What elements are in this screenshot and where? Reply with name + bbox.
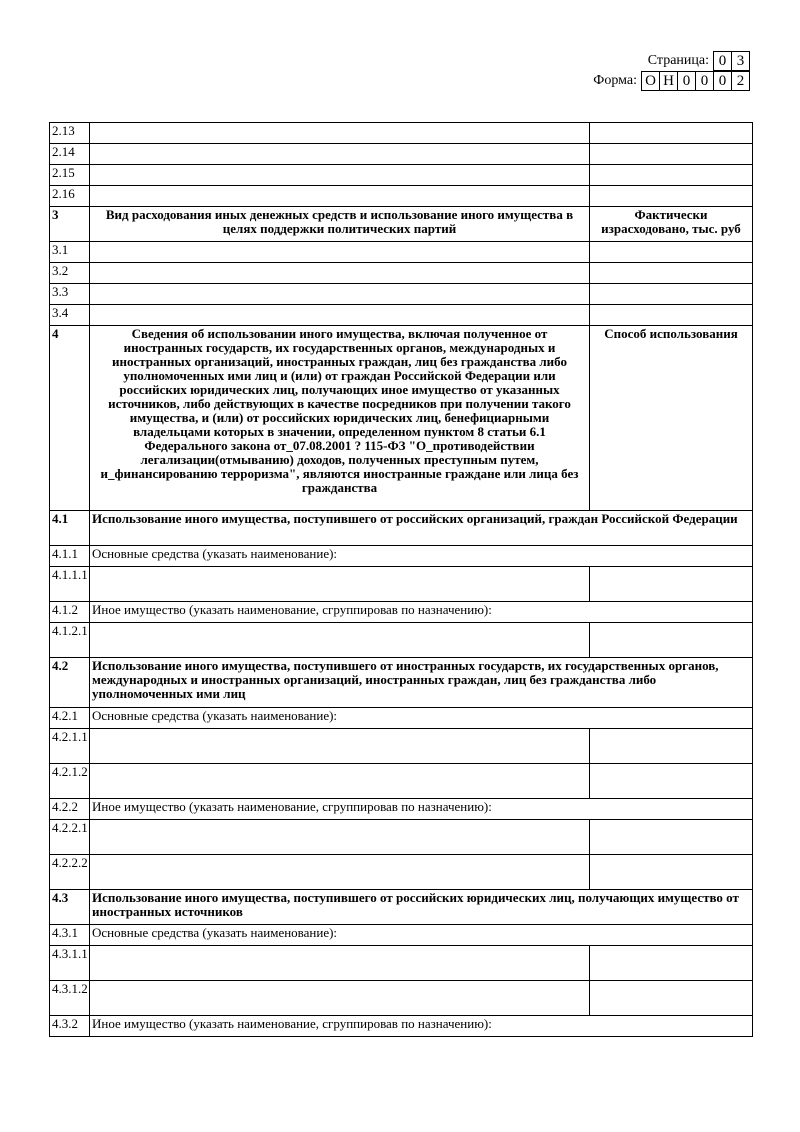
table-row [50,567,753,602]
row-value-cell[interactable] [590,820,753,855]
row-number: 4.2.1.1 [50,729,90,764]
row-number: 4.2.2.2 [50,855,90,890]
subsection-title: Использование иного имущества, поступившего от российских организаций, граждан Российской Федерации [90,511,753,546]
row-number: 2.15 [50,165,90,186]
section-title: Вид расходования иных денежных средств и использование иного имущества в целях поддержки политических партий [90,207,590,242]
row-value-cell[interactable] [590,165,753,186]
section-number: 4 [50,326,90,511]
row-number: 4.3.1 [50,925,90,946]
table-row [50,820,753,855]
row-number: 4.2.2.1 [50,820,90,855]
section-number: 3 [50,207,90,242]
row-value-cell[interactable] [590,946,753,981]
table-row [50,925,753,946]
row-caption: Иное имущество (указать наименование, сгруппировав по назначению): [90,602,753,623]
row-value-cell[interactable] [590,242,753,263]
row-description-cell[interactable] [90,305,590,326]
table-row [50,284,753,305]
table-row [50,799,753,820]
row-description-cell[interactable] [90,186,590,207]
page-digit: 3 [731,52,749,70]
form-char: 2 [731,72,749,90]
table-row [50,123,753,144]
row-value-cell[interactable] [590,981,753,1016]
row-description-cell[interactable] [90,981,590,1016]
subsection-title: Использование иного имущества, поступившего от российских юридических лиц, получающих имущество от иностранных источников [90,890,753,925]
table-row [50,729,753,764]
row-number: 4.3.1.2 [50,981,90,1016]
row-caption: Иное имущество (указать наименование, сгруппировав по назначению): [90,1016,753,1037]
form-code-boxes [641,71,750,91]
row-value-cell[interactable] [590,305,753,326]
row-number: 3.3 [50,284,90,305]
table-row [50,602,753,623]
page-number-header [648,51,750,71]
row-description-cell[interactable] [90,855,590,890]
row-description-cell[interactable] [90,242,590,263]
row-value-cell[interactable] [590,284,753,305]
row-number: 4.3.2 [50,1016,90,1037]
row-caption: Основные средства (указать наименование): [90,708,753,729]
section-header-row [50,326,753,511]
row-description-cell[interactable] [90,263,590,284]
table-row [50,946,753,981]
row-number: 4.1.2.1 [50,623,90,658]
row-value-cell[interactable] [590,263,753,284]
page-label: Страница: [647,53,709,68]
table-row [50,165,753,186]
subsection-title: Использование иного имущества, поступившего от иностранных государств, их государственных органов, международных и иностранных организаций, иностранных граждан, лиц без гражданства либо уполномоченных ими лиц [90,658,753,708]
row-value-cell[interactable] [590,186,753,207]
subsection-number: 4.2 [50,658,90,708]
section-column-header: Фактически израсходовано, тыс. руб [590,207,753,242]
row-number: 2.14 [50,144,90,165]
form-label: Форма: [593,73,637,88]
form-code-header [593,71,750,91]
row-caption: Основные средства (указать наименование): [90,546,753,567]
subsection-number: 4.3 [50,890,90,925]
row-description-cell[interactable] [90,284,590,305]
table-row [50,855,753,890]
form-char: 0 [695,72,713,90]
row-description-cell[interactable] [90,144,590,165]
row-description-cell[interactable] [90,946,590,981]
row-value-cell[interactable] [590,123,753,144]
row-number: 4.2.1.2 [50,764,90,799]
report-form-table [49,122,753,1037]
section-column-header: Способ использования [590,326,753,511]
table-row [50,764,753,799]
section-title: Сведения об использовании иного имущества, включая полученное от иностранных государств, их государственных органов, международных и иностранных организаций, иностранных граждан, лиц без гражданства либо уполномоченных ими лиц и (или) от граждан Российской Федерации или российских юридических лиц, получающих иное имущество от указанных источников, либо действующих в качестве посредников при получении такого имущества, и (или) от российских юридических лиц, бенефициарными владельцами которых в значении, определенном пунктом 8 статьи 6.1 Федерального закона от_07.08.2001 ? 115-ФЗ "О_противодействии легализации(отмыванию) доходов, полученных преступным путем, и_финансированию терроризма", являются иностранные граждане или лица без гражданства [90,326,590,511]
row-number: 3.4 [50,305,90,326]
row-description-cell[interactable] [90,729,590,764]
row-value-cell[interactable] [590,729,753,764]
row-number: 4.1.1.1 [50,567,90,602]
page-digit: 0 [718,53,727,69]
page-number-boxes [713,51,750,71]
table-row [50,1016,753,1037]
table-row [50,981,753,1016]
row-number: 4.1.1 [50,546,90,567]
table-row [50,708,753,729]
form-char: 0 [713,72,731,90]
table-row [50,623,753,658]
row-number: 3.2 [50,263,90,284]
row-description-cell[interactable] [90,165,590,186]
table-row [50,242,753,263]
row-number: 3.1 [50,242,90,263]
form-char: О [645,73,656,89]
row-description-cell[interactable] [90,820,590,855]
row-description-cell[interactable] [90,764,590,799]
row-caption: Иное имущество (указать наименование, сгруппировав по назначению): [90,799,753,820]
subsection-header-row [50,890,753,925]
row-value-cell[interactable] [590,623,753,658]
section-header-row [50,207,753,242]
row-description-cell[interactable] [90,567,590,602]
form-char: 0 [677,72,695,90]
subsection-header-row [50,658,753,708]
subsection-header-row [50,511,753,546]
row-value-cell[interactable] [590,144,753,165]
row-value-cell[interactable] [590,855,753,890]
table-row [50,144,753,165]
row-number: 4.2.1 [50,708,90,729]
row-number: 4.2.2 [50,799,90,820]
row-number: 2.16 [50,186,90,207]
row-description-cell[interactable] [90,123,590,144]
row-number: 2.13 [50,123,90,144]
table-row [50,546,753,567]
row-value-cell[interactable] [590,567,753,602]
table-row [50,263,753,284]
table-row [50,186,753,207]
row-number: 4.1.2 [50,602,90,623]
row-value-cell[interactable] [590,764,753,799]
row-description-cell[interactable] [90,623,590,658]
row-caption: Основные средства (указать наименование): [90,925,753,946]
row-number: 4.3.1.1 [50,946,90,981]
subsection-number: 4.1 [50,511,90,546]
table-row [50,305,753,326]
form-char: Н [659,72,677,90]
